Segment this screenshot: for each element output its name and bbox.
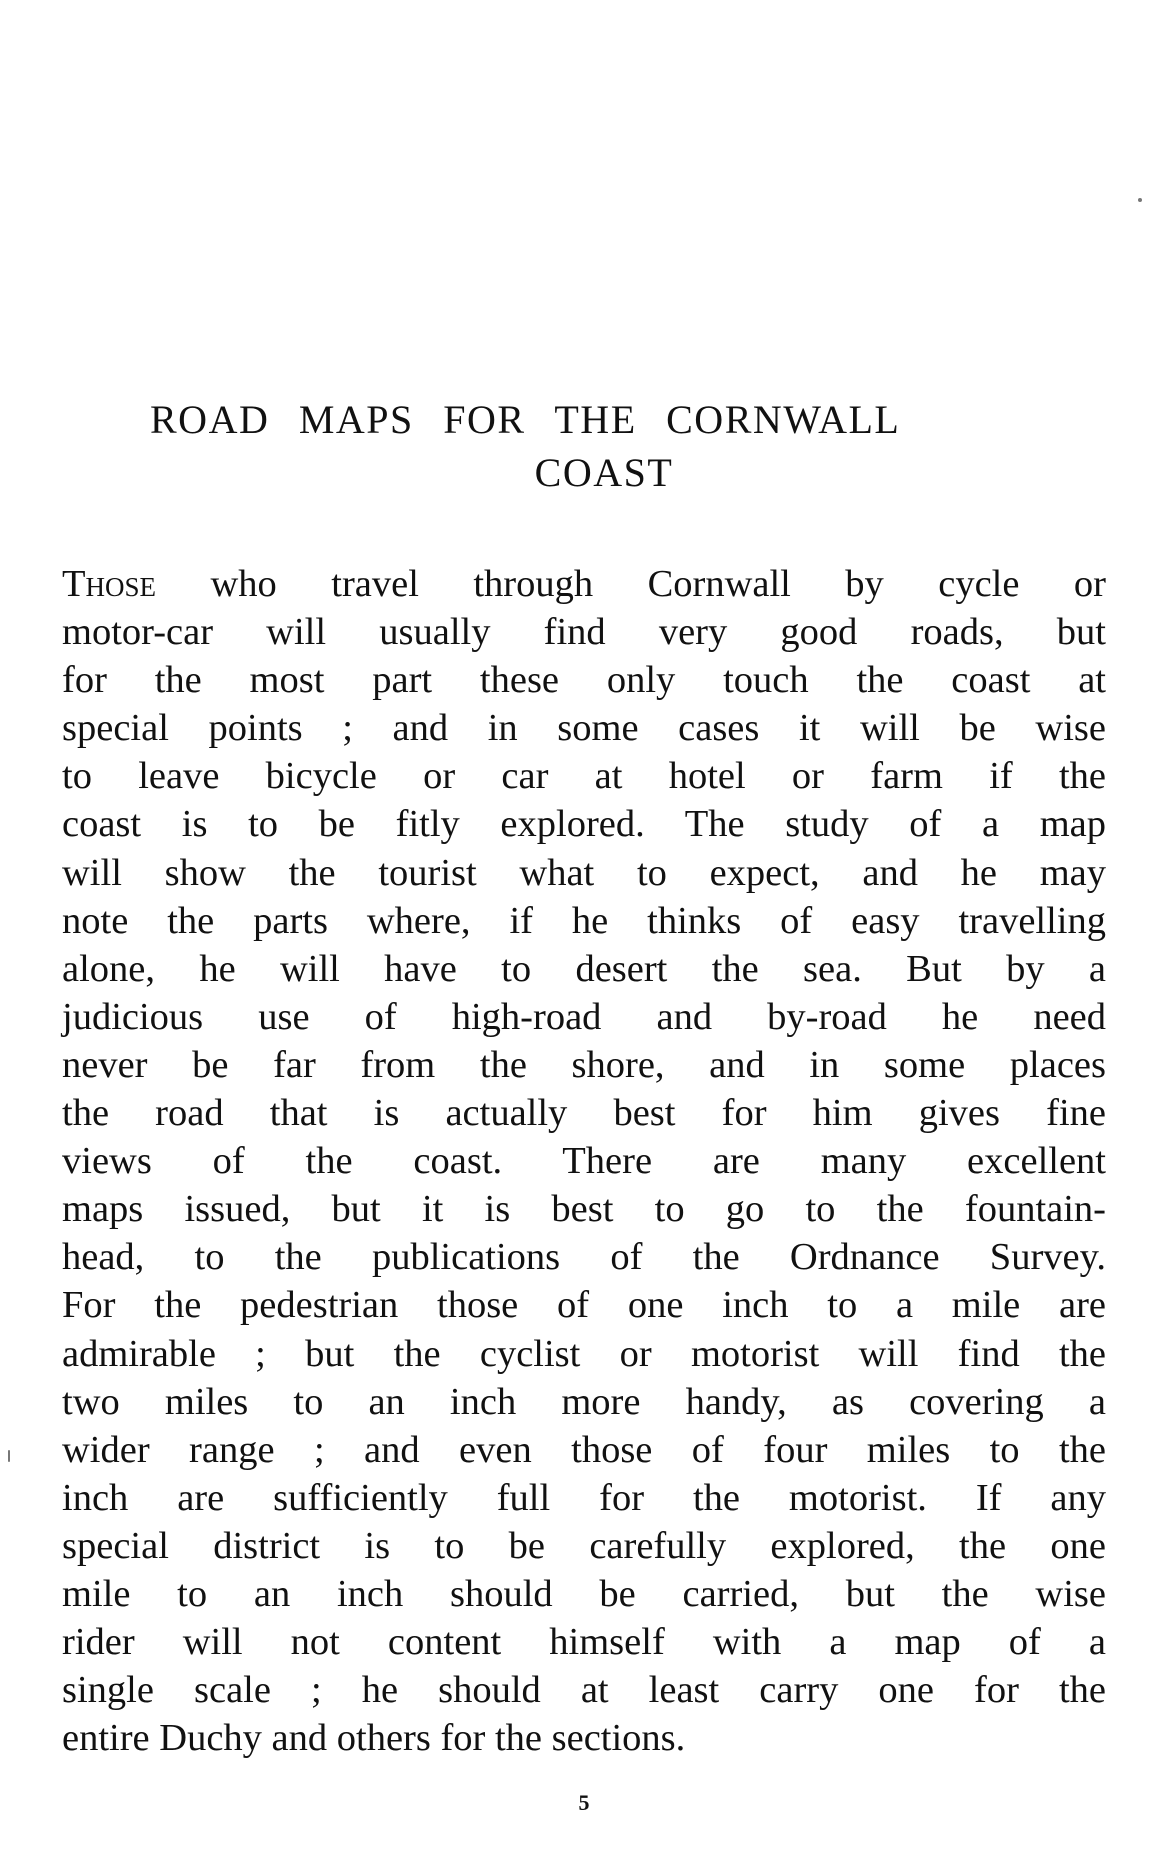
text-line: for the most part these only touch the coast at: [62, 659, 1106, 702]
first-word-smallcaps: Those: [62, 563, 157, 605]
text-line: head, to the publications of the Ordnance Survey.: [62, 1236, 1106, 1279]
chapter-title-line-1: ROAD MAPS FOR THE CORNWALL: [150, 397, 901, 442]
text-line: entire Duchy and others for the sections.: [62, 1717, 686, 1760]
text-line: the road that is actually best for him gives fine: [62, 1092, 1106, 1135]
page-number: 5: [578, 1790, 590, 1815]
text-line: mile to an inch should be carried, but the wise: [62, 1572, 1106, 1615]
text-line: inch are sufficiently full for the motorist. If any: [62, 1476, 1106, 1519]
text-line: maps issued, but it is best to go to the fountain-: [62, 1188, 1106, 1231]
text-line: note the parts where, if he thinks of easy travelling: [62, 899, 1106, 942]
text-line: coast is to be fitly explored. The study of a map: [62, 803, 1106, 846]
text-line: wider range ; and even those of four miles to the: [62, 1428, 1106, 1471]
paper-speck: [1138, 198, 1142, 202]
text-line: views of the coast. There are many excellent: [62, 1140, 1106, 1183]
text-line: special points ; and in some cases it will be wise: [62, 707, 1106, 750]
text-line: to leave bicycle or car at hotel or farm if the: [62, 755, 1106, 798]
text-line: single scale ; he should at least carry one for the: [62, 1669, 1106, 1712]
text-line: For the pedestrian those of one inch to a mile are: [62, 1284, 1106, 1327]
text-line: will show the tourist what to expect, and he may: [62, 851, 1106, 894]
text-line: special district is to be carefully explored, the one: [62, 1524, 1106, 1567]
chapter-title-line-2: COAST: [534, 450, 674, 495]
text-line: judicious use of high-road and by-road he need: [62, 995, 1106, 1038]
body-paragraph: [62, 560, 1106, 1762]
text-line: admirable ; but the cyclist or motorist will find the: [62, 1332, 1106, 1375]
paper-speck: [8, 1450, 10, 1462]
text-line: two miles to an inch more handy, as covering a: [62, 1380, 1106, 1423]
text-line: motor-car will usually find very good roads, but: [62, 611, 1106, 654]
text-line: rider will not content himself with a map of a: [62, 1621, 1106, 1664]
text-line: never be far from the shore, and in some places: [62, 1043, 1106, 1086]
text-line: alone, he will have to desert the sea. But by a: [62, 947, 1106, 990]
text-line: Those who travel through Cornwall by cycle or: [62, 563, 1106, 605]
